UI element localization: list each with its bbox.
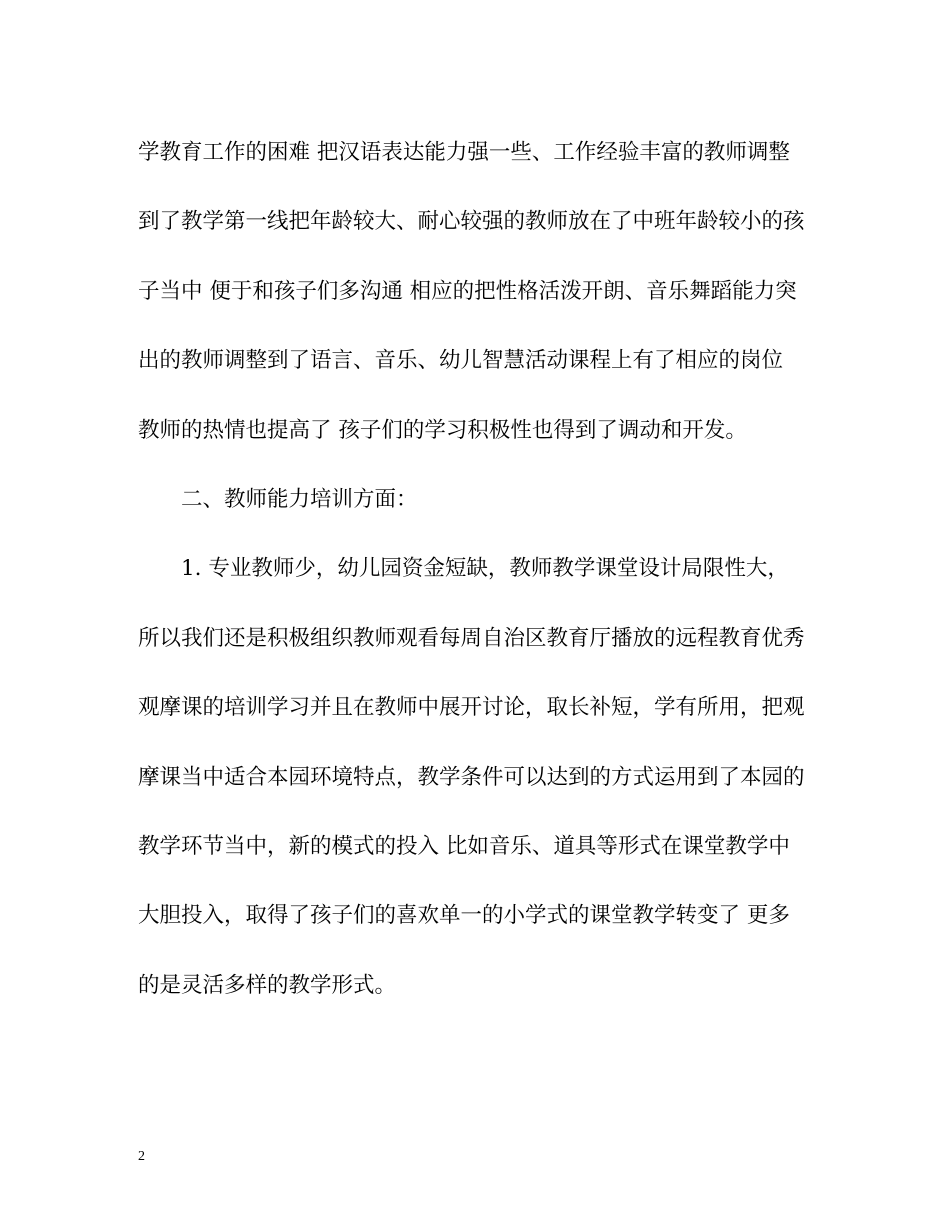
- list-item-first-line: 1. 专业教师少，幼儿园资金短缺，教师教学课堂设计局限性大，: [181, 556, 789, 582]
- text-line: 大胆投入，取得了孩子们的喜欢单一的小学式的课堂教学转变了 更多: [138, 903, 790, 929]
- text-line: 所以我们还是积极组织教师观看每周自治区教育厅播放的远程教育优秀: [138, 625, 805, 651]
- text-line: 子当中 便于和孩子们多沟通 相应的把性格活泼开朗、音乐舞蹈能力突: [138, 278, 797, 304]
- body-text: [138, 139, 818, 1041]
- section-heading: 二、教师能力培训方面：: [181, 486, 418, 512]
- text-line: 摩课当中适合本园环境特点，教学条件可以达到的方式运用到了本园的: [138, 764, 805, 790]
- text-line: 到了教学第一线把年龄较大、耐心较强的教师放在了中班年龄较小的孩: [138, 209, 805, 235]
- text-line: 的是灵活多样的教学形式。: [138, 972, 397, 998]
- page-number: 2: [138, 1149, 145, 1164]
- text-line: 教学环节当中，新的模式的投入 比如音乐、道具等形式在课堂教学中: [138, 833, 790, 859]
- text-line: 观摩课的培训学习并且在教师中展开讨论，取长补短，学有所用，把观: [138, 695, 805, 721]
- text-line: 出的教师调整到了语言、音乐、幼儿智慧活动课程上有了相应的岗位: [138, 348, 784, 374]
- text-line: 教师的热情也提高了 孩子们的学习积极性也得到了调动和开发。: [138, 417, 747, 443]
- text-line: 学教育工作的困难 把汉语表达能力强一些、工作经验丰富的教师调整: [138, 140, 790, 165]
